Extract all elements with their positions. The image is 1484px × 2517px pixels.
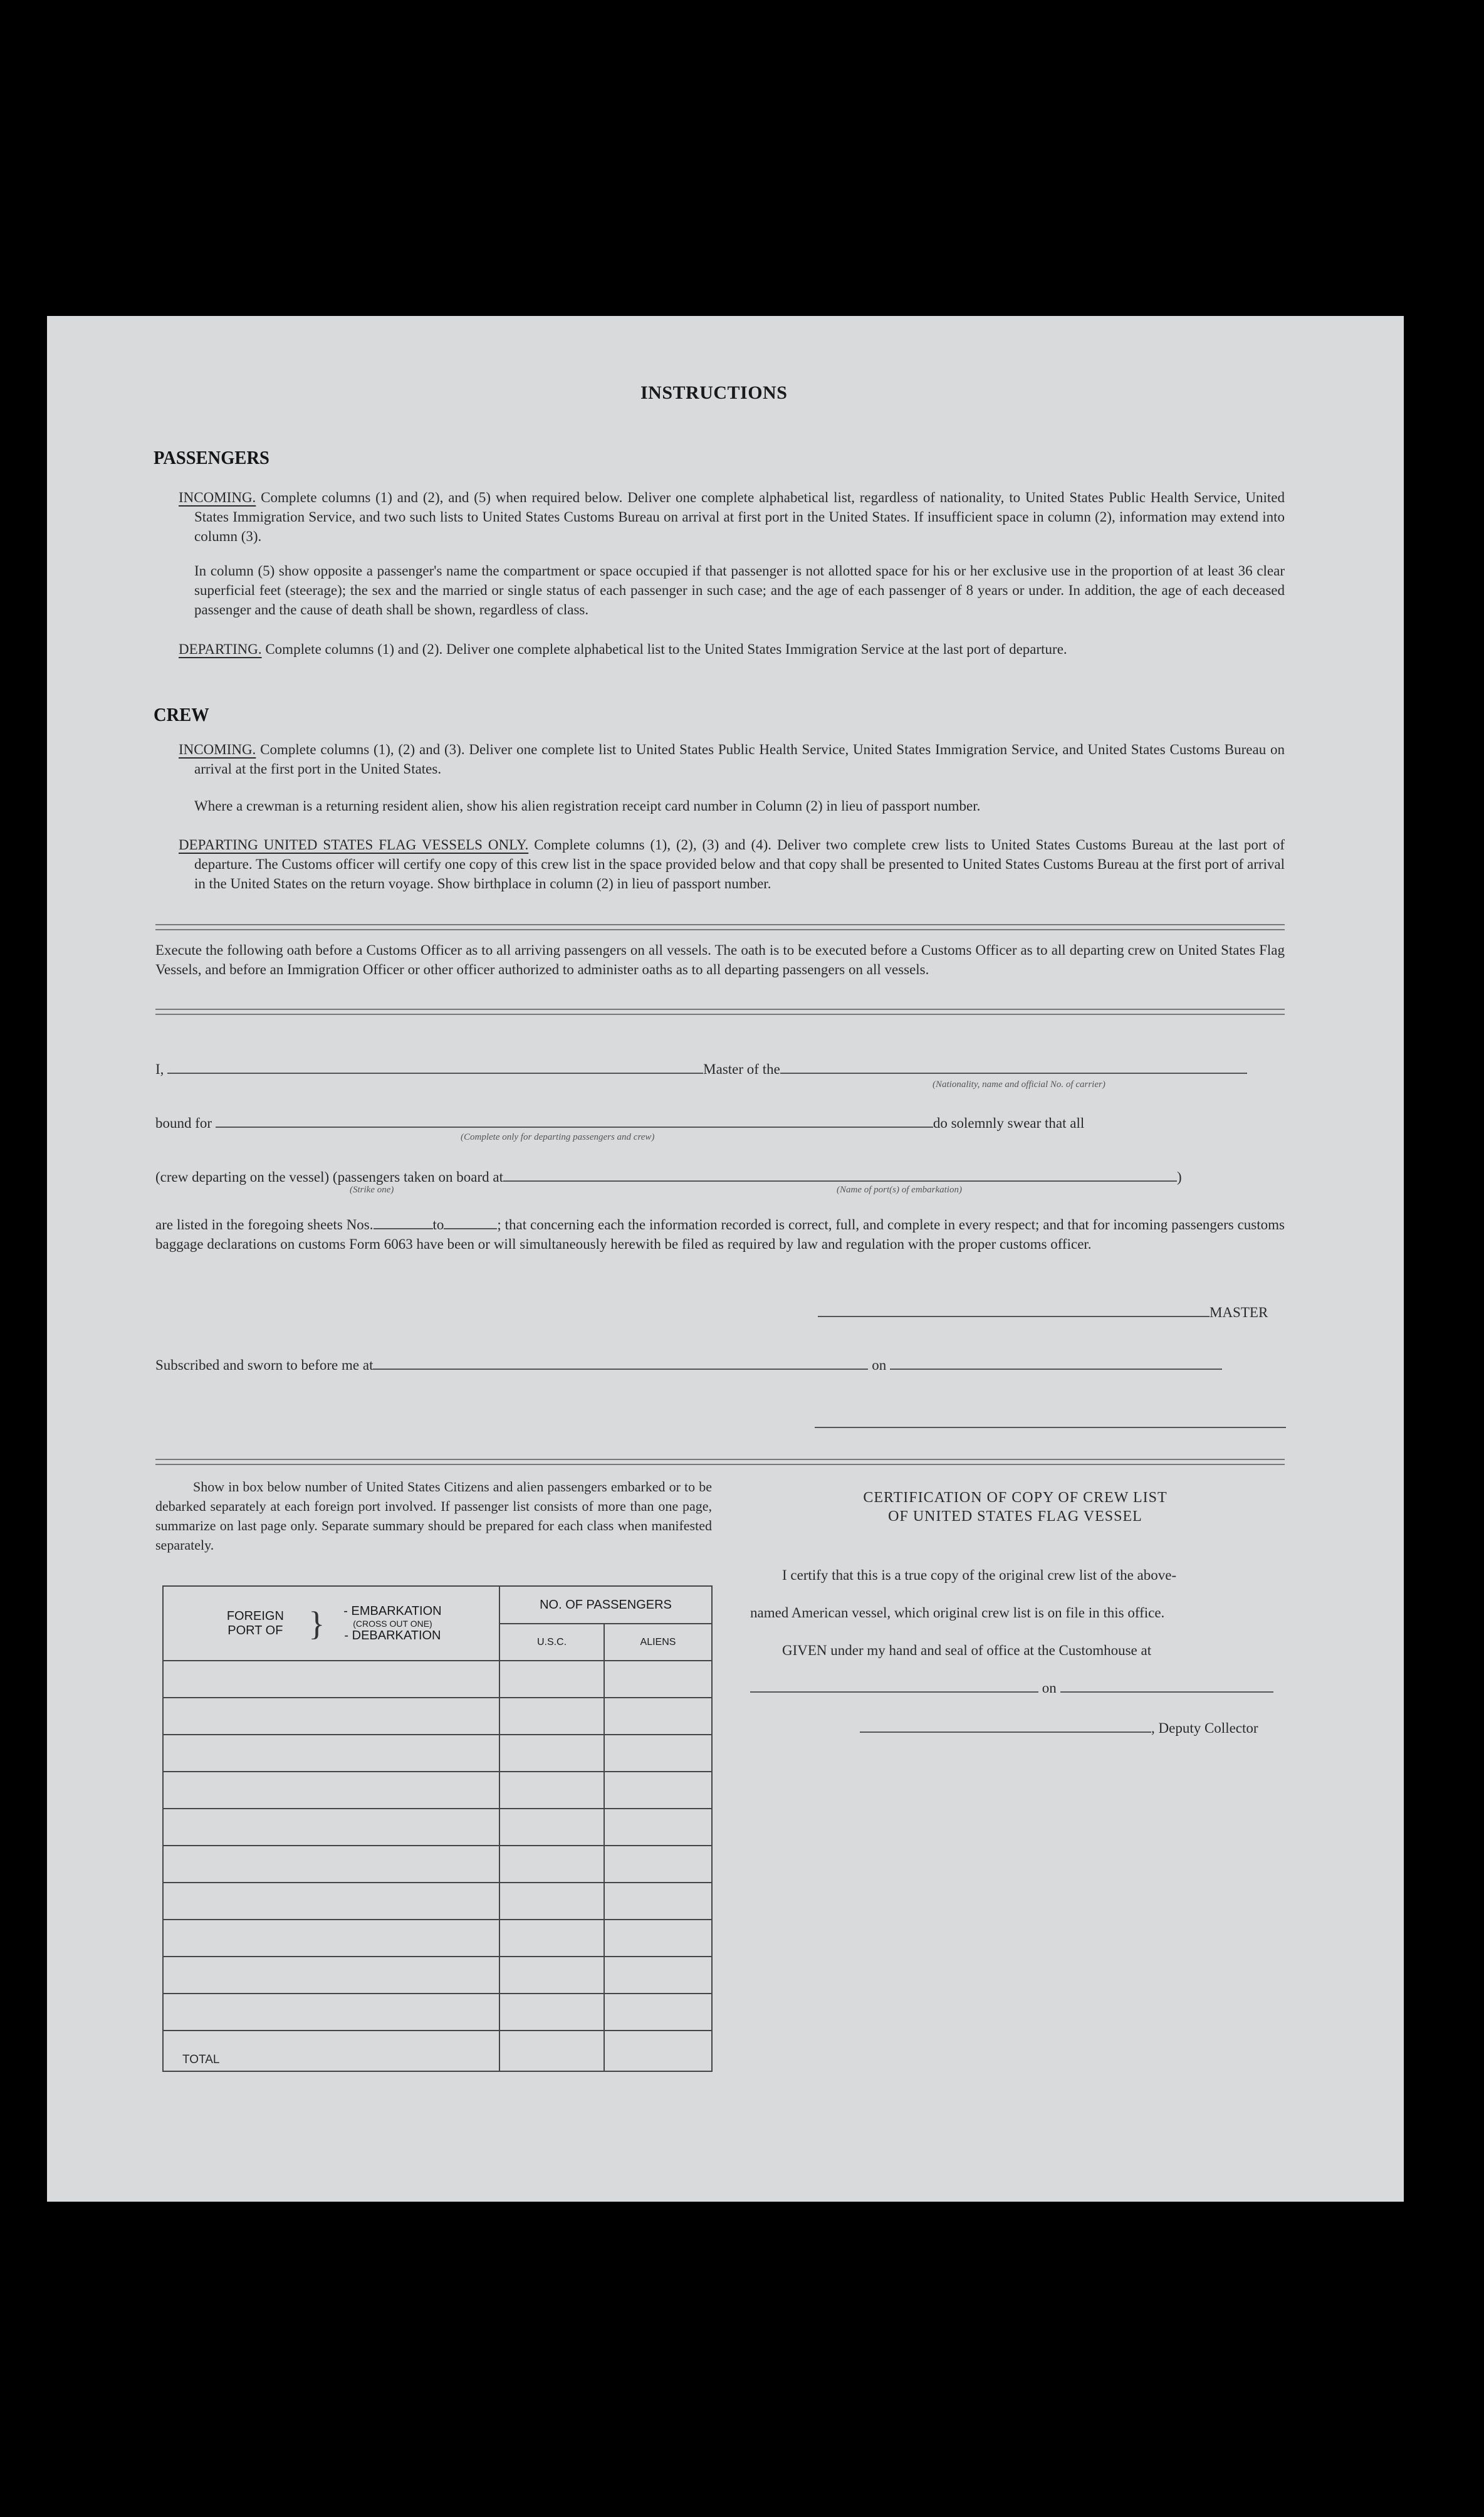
bound-caption: (Complete only for departing passengers and crew) <box>461 1132 655 1142</box>
swear-label: do solemnly swear that all <box>933 1115 1085 1131</box>
sheet-to-field[interactable] <box>444 1228 497 1229</box>
crew-departing-text: Complete columns (1), (2), (3) and (4). Deliver two complete crew lists to United States Customs Bureau at the last port of departure. The Customs officer will certify one copy of this crew list in the space provided below and that copy shall be presented to United States Customs Bureau at the first port of arrival in the United States on the return voyage. Show birthplace in column (2) in lieu of passport number. <box>194 837 1285 891</box>
port-cell[interactable] <box>163 1809 499 1846</box>
summary-row <box>163 1994 712 2031</box>
aliens-cell[interactable] <box>604 1809 712 1846</box>
brace-icon: } <box>308 1604 325 1642</box>
aliens-cell[interactable] <box>604 1957 712 1994</box>
sheet-from-field[interactable] <box>374 1228 433 1229</box>
passengers-incoming-lead: INCOMING. <box>179 490 256 505</box>
aliens-cell[interactable] <box>604 1920 712 1957</box>
sworn-on-label: on <box>872 1357 887 1373</box>
aliens-cell[interactable] <box>604 1661 712 1698</box>
summary-row <box>163 1661 712 1698</box>
sworn-date-field[interactable] <box>890 1369 1222 1370</box>
master-name-field[interactable] <box>167 1073 703 1074</box>
double-rule <box>155 924 1285 930</box>
certification-on-label: on <box>1042 1680 1057 1696</box>
passenger-summary-table <box>162 1585 713 2072</box>
certify-line-1: I certify that this is a true copy of the original crew list of the above- <box>782 1567 1177 1583</box>
aliens-cell[interactable] <box>604 1846 712 1883</box>
customhouse-line <box>750 1678 1273 1698</box>
summary-row <box>163 1920 712 1957</box>
total-label: TOTAL <box>163 2031 499 2071</box>
summary-row <box>163 1957 712 1994</box>
usc-header: U.S.C. <box>499 1624 604 1661</box>
debarkation-label: - DEBARKATION <box>344 1628 441 1642</box>
embarkation-port-field[interactable] <box>503 1180 1177 1182</box>
port-caption: (Name of port(s) of embarkation) <box>837 1185 962 1195</box>
aliens-cell[interactable] <box>604 1883 712 1920</box>
port-cell[interactable] <box>163 1957 499 1994</box>
aliens-cell[interactable] <box>604 1994 712 2031</box>
usc-cell[interactable] <box>499 1809 604 1846</box>
usc-cell[interactable] <box>499 1883 604 1920</box>
carrier-field[interactable] <box>780 1073 1247 1074</box>
double-rule <box>155 1459 1285 1465</box>
passengers-incoming-text: Complete columns (1) and (2), and (5) when required below. Deliver one complete alphabetical list, regardless of nationality, to United States Public Health Service, United States Immigration Service, and two such lists to United States Customs Bureau on arrival at first port in the United States. If insufficient space in column (2), information may extend into column (3). <box>194 490 1285 544</box>
usc-cell[interactable] <box>499 1698 604 1735</box>
page-title: INSTRUCTIONS <box>640 382 788 403</box>
sworn-place-field[interactable] <box>373 1369 868 1370</box>
oath-listed-text <box>155 1215 1285 1254</box>
bound-for-label: bound for <box>155 1115 212 1131</box>
master-signature-field[interactable] <box>818 1316 1210 1317</box>
passengers-heading: PASSENGERS <box>154 446 269 468</box>
cross-out-label: (CROSS OUT ONE) <box>353 1618 432 1629</box>
aliens-cell[interactable] <box>604 1698 712 1735</box>
strike-caption: (Strike one) <box>350 1185 394 1195</box>
port-cell[interactable] <box>163 1698 499 1735</box>
deputy-line <box>860 1718 1258 1738</box>
summary-row <box>163 1735 712 1772</box>
certification-date-field[interactable] <box>1060 1691 1273 1693</box>
port-cell[interactable] <box>163 1994 499 2031</box>
summary-row <box>163 1883 712 1920</box>
aliens-cell[interactable] <box>604 1735 712 1772</box>
foreign-port-of-label: FOREIGN PORT OF <box>226 1609 284 1637</box>
oath-i-label: I, <box>155 1061 164 1077</box>
port-cell[interactable] <box>163 1735 499 1772</box>
deputy-collector-label: , Deputy Collector <box>1151 1720 1258 1736</box>
oath-embarkation-line <box>155 1167 1285 1187</box>
summary-row <box>163 1772 712 1809</box>
certification-title-line-1: CERTIFICATION OF COPY OF CREW LIST <box>863 1490 1168 1506</box>
passengers-incoming <box>179 488 1285 546</box>
total-usc-cell[interactable] <box>499 2031 604 2071</box>
carrier-caption: (Nationality, name and official No. of carrier) <box>933 1080 1105 1090</box>
port-cell[interactable] <box>163 1661 499 1698</box>
usc-cell[interactable] <box>499 1994 604 2031</box>
crew-departing-lead: DEPARTING UNITED STATES FLAG VESSELS ONLY. <box>179 837 529 853</box>
usc-cell[interactable] <box>499 1772 604 1809</box>
passengers-departing-lead: DEPARTING. <box>179 641 262 657</box>
certification-title <box>746 1488 1285 1526</box>
officer-signature-field[interactable] <box>815 1427 1286 1428</box>
aliens-cell[interactable] <box>604 1772 712 1809</box>
crew-departing-label: (crew departing on the vessel) (passengers taken on board at <box>155 1169 503 1185</box>
subscribed-line <box>155 1355 1222 1375</box>
passengers-departing-text: Complete columns (1) and (2). Deliver one complete alphabetical list to the United States Immigration Service at the last port of departure. <box>265 641 1067 657</box>
crew-incoming-lead: INCOMING. <box>179 742 256 757</box>
aliens-header: ALIENS <box>604 1624 712 1661</box>
total-aliens-cell[interactable] <box>604 2031 712 2071</box>
summary-instructions: Show in box below number of United States Citizens and alien passengers embarked or to be debarked separately at each foreign port involved. If passenger list consists of more than one page, summarize on last page only. Separate summary should be prepared for each class when manifested separately. <box>155 1479 712 1553</box>
crew-incoming-text: Complete columns (1), (2) and (3). Deliver one complete list to United States Public Health Service, United States Immigration Service, and United States Customs Bureau on arrival at the first port in the United States. <box>194 742 1285 777</box>
listed-text: ; that concerning each the information recorded is correct, full, and complete in every respect; and that for incoming passengers customs baggage declarations on customs Form 6063 have been or will simultaneously herewith be filed as required by law and regulation with the proper customs officer. <box>155 1217 1285 1252</box>
usc-cell[interactable] <box>499 1661 604 1698</box>
crew-incoming <box>179 740 1285 779</box>
listed-to-label: to <box>432 1217 444 1232</box>
oath-master-line <box>155 1059 1285 1079</box>
certification-title-line-2: OF UNITED STATES FLAG VESSEL <box>888 1508 1142 1525</box>
port-cell[interactable] <box>163 1920 499 1957</box>
summary-row <box>163 1846 712 1883</box>
usc-cell[interactable] <box>499 1846 604 1883</box>
certify-line-2: named American vessel, which original crew list is on file in this office. <box>750 1605 1165 1621</box>
deputy-signature-field[interactable] <box>860 1731 1151 1733</box>
usc-cell[interactable] <box>499 1735 604 1772</box>
crew-heading: CREW <box>154 703 209 725</box>
foreign-port-header <box>163 1586 499 1661</box>
crew-resident-text: Where a crewman is a returning resident alien, show his alien registration receipt card number in Column (2) in lieu of passport number. <box>194 798 981 814</box>
double-rule <box>155 1009 1285 1015</box>
summary-row <box>163 1698 712 1735</box>
summary-row <box>163 1809 712 1846</box>
bound-for-field[interactable] <box>216 1127 933 1128</box>
usc-cell[interactable] <box>499 1957 604 1994</box>
no-of-passengers-header: NO. OF PASSENGERS <box>499 1586 712 1624</box>
close-paren: ) <box>1177 1169 1182 1185</box>
listed-label: are listed in the foregoing sheets Nos. <box>155 1217 374 1232</box>
master-of-label: Master of the <box>703 1061 780 1077</box>
passengers-column5-text: In column (5) show opposite a passenger's name the compartment or space occupied if that passenger is not allotted space for his or her exclusive use in the proportion of at least 36 clear superficial feet (steerage); the sex and the married or single status of each passenger in such case; and the age of each passenger of 8 years or under. In addition, the age of each deceased passenger and the cause of death shall be shown, regardless of class. <box>194 563 1285 617</box>
subscribed-label: Subscribed and sworn to before me at <box>155 1357 374 1373</box>
usc-cell[interactable] <box>499 1920 604 1957</box>
master-label: MASTER <box>1210 1305 1268 1320</box>
oath-bound-line <box>155 1113 1285 1133</box>
passengers-departing <box>179 639 1285 659</box>
total-row <box>163 2031 712 2071</box>
port-cell[interactable] <box>163 1772 499 1809</box>
master-signature-line <box>818 1303 1268 1322</box>
given-line: GIVEN under my hand and seal of office at the Customhouse at <box>782 1642 1152 1658</box>
port-cell[interactable] <box>163 1846 499 1883</box>
oath-instruction: Execute the following oath before a Customs Officer as to all arriving passengers on all vessels. The oath is to be executed before a Customs Officer as to all departing crew on United States Flag Vessels, and before an Immigration Officer or other officer authorized to administer oaths as to all departing passengers on all vessels. <box>155 942 1285 977</box>
customhouse-field[interactable] <box>750 1691 1038 1693</box>
port-cell[interactable] <box>163 1883 499 1920</box>
embarkation-label: - EMBARKATION <box>343 1604 442 1618</box>
crew-departing <box>179 835 1285 893</box>
